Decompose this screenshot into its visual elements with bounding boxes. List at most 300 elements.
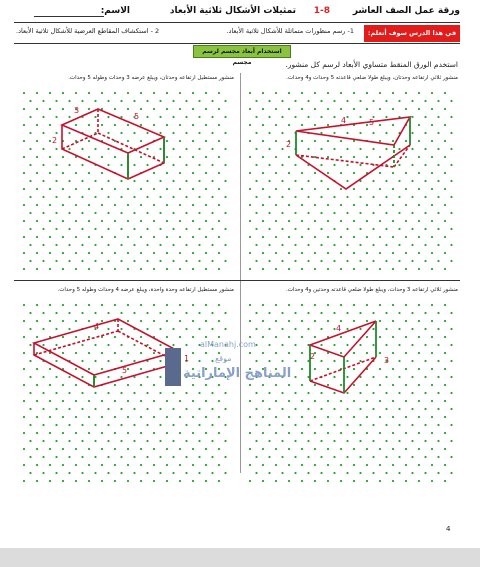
grid-dot [211,132,213,134]
grid-dot [218,480,220,482]
grid-dot [366,108,368,110]
grid-dot [36,336,38,338]
grid-dot [424,408,426,410]
grid-dot [159,100,161,102]
grid-dot [437,100,439,102]
grid-dot [88,220,90,222]
grid-dot [107,376,109,378]
grid-dot [211,180,213,182]
grid-dot [281,228,283,230]
grid-dot [81,424,83,426]
grid-dot [68,472,70,474]
grid-dot [29,408,31,410]
grid-dot [418,336,420,338]
grid-dot [94,440,96,442]
grid-dot [450,180,452,182]
grid-dot [314,400,316,402]
grid-dot [218,464,220,466]
grid-dot [262,464,264,466]
grid-dot [75,268,77,270]
grid-dot [120,116,122,118]
grid-dot [211,228,213,230]
grid-dot [140,336,142,338]
grid-dot [327,108,329,110]
grid-dot [55,312,57,314]
grid-dot [211,328,213,330]
grid-dot [353,220,355,222]
grid-dot [327,188,329,190]
grid-dot [153,320,155,322]
grid-dot [450,456,452,458]
grid-dot [333,244,335,246]
grid-dot [379,220,381,222]
grid-dot [275,156,277,158]
grid-dot [450,360,452,362]
grid-dot [418,172,420,174]
grid-dot [75,172,77,174]
grid-dot [353,304,355,306]
grid-dot [275,140,277,142]
grid-dot [288,464,290,466]
grid-dot [411,132,413,134]
grid-dot [55,472,57,474]
grid-dot [450,392,452,394]
grid-dot [153,108,155,110]
grid-dot [392,400,394,402]
grid-dot [424,132,426,134]
grid-dot [55,244,57,246]
grid-dot [288,268,290,270]
grid-dot [49,320,51,322]
grid-dot [379,108,381,110]
grid-dot [255,116,257,118]
grid-dot [159,424,161,426]
grid-dot [275,188,277,190]
grid-dot [262,124,264,126]
grid-dot [327,368,329,370]
grid-dot [36,368,38,370]
grid-dot [172,312,174,314]
grid-dot [359,196,361,198]
grid-dot [198,100,200,102]
grid-dot [346,228,348,230]
grid-dot [107,244,109,246]
grid-dot [192,416,194,418]
grid-dot [218,172,220,174]
grid-dot [301,252,303,254]
grid-dot [127,416,129,418]
watermark-line1: موقع [215,354,232,363]
grid-dot [431,140,433,142]
grid-dot [159,360,161,362]
grid-dot [211,196,213,198]
grid-dot [288,448,290,450]
grid-dot [75,368,77,370]
grid-dot [172,440,174,442]
grid-dot [255,408,257,410]
grid-dot [179,416,181,418]
grid-dot [42,456,44,458]
grid-dot [392,140,394,142]
grid-dot [437,376,439,378]
grid-dot [205,204,207,206]
grid-dot [224,132,226,134]
grid-dot [262,432,264,434]
grid-dot [101,320,103,322]
grid-dot [281,116,283,118]
grid-dot [127,220,129,222]
grid-dot [359,440,361,442]
grid-dot [424,148,426,150]
grid-dot [411,392,413,394]
grid-dot [114,156,116,158]
grid-dot [185,244,187,246]
grid-dot [185,328,187,330]
grid-dot [172,212,174,214]
grid-dot [418,108,420,110]
grid-dot [107,148,109,150]
grid-dot [262,156,264,158]
edge-label: 4 [336,324,342,333]
grid-dot [398,212,400,214]
grid-dot [198,132,200,134]
grid-dot [81,164,83,166]
grid-dot [218,268,220,270]
grid-dot [450,212,452,214]
grid-dot [418,304,420,306]
grid-dot [379,384,381,386]
grid-dot [140,352,142,354]
grid-dot [340,320,342,322]
grid-dot [146,228,148,230]
grid-dot [327,236,329,238]
grid-dot [42,312,44,314]
grid-dot [62,416,64,418]
grid-dot [340,204,342,206]
grid-dot [107,196,109,198]
grid-dot [320,392,322,394]
grid-dot [107,312,109,314]
grid-dot [23,220,25,222]
grid-dot [42,164,44,166]
grid-dot [353,416,355,418]
grid-dot [211,164,213,166]
grid-dot [359,312,361,314]
grid-dot [140,480,142,482]
grid-dot [346,180,348,182]
grid-dot [249,156,251,158]
grid-dot [288,172,290,174]
grid-dot [411,212,413,214]
grid-dot [94,312,96,314]
grid-dot [114,252,116,254]
grid-dot [288,320,290,322]
grid-dot [55,328,57,330]
grid-dot [314,124,316,126]
grid-dot [437,228,439,230]
grid-dot [340,172,342,174]
grid-dot [392,252,394,254]
grid-dot [36,432,38,434]
grid-dot [359,244,361,246]
grid-dot [107,132,109,134]
grid-dot [88,480,90,482]
grid-dot [153,124,155,126]
grid-dot [192,252,194,254]
grid-dot [140,268,142,270]
grid-dot [107,472,109,474]
grid-dot [192,236,194,238]
grid-dot [353,172,355,174]
grid-dot [49,480,51,482]
grid-dot [205,252,207,254]
grid-dot [218,156,220,158]
grid-dot [346,100,348,102]
grid-dot [405,188,407,190]
grid-dot [405,156,407,158]
grid-dot [385,424,387,426]
grid-dot [405,172,407,174]
grid-dot [49,400,51,402]
grid-dot [320,164,322,166]
grid-dot [294,408,296,410]
grid-dot [431,336,433,338]
grid-dot [88,320,90,322]
grid-dot [405,464,407,466]
grid-dot [185,148,187,150]
grid-dot [268,180,270,182]
grid-dot [275,304,277,306]
grid-dot [281,260,283,262]
grid-dot [444,188,446,190]
edge-label: 5 [369,118,375,127]
grid-dot [275,480,277,482]
grid-dot [444,416,446,418]
grid-dot [392,220,394,222]
grid-dot [68,328,70,330]
grid-dot [418,236,420,238]
grid-dot [49,172,51,174]
grid-dot [346,328,348,330]
grid-dot [333,132,335,134]
grid-dot [55,116,57,118]
grid-dot [127,92,129,94]
grid-dot [288,416,290,418]
grid-dot [88,252,90,254]
grid-dot [94,456,96,458]
grid-dot [127,188,129,190]
grid-dot [372,472,374,474]
grid-dot [301,320,303,322]
grid-dot [301,464,303,466]
grid-dot [294,440,296,442]
grid-dot [36,140,38,142]
grid-dot [62,108,64,110]
grid-dot [68,116,70,118]
grid-dot [268,424,270,426]
grid-dot [431,172,433,174]
grid-dot [249,480,251,482]
grid-dot [249,416,251,418]
grid-dot [431,204,433,206]
grid-dot [88,236,90,238]
grid-dot [68,148,70,150]
grid-dot [29,132,31,134]
grid-dot [42,148,44,150]
grid-dot [366,236,368,238]
grid-dot [307,100,309,102]
grid-dot [405,268,407,270]
grid-dot [262,140,264,142]
grid-dot [133,100,135,102]
grid-dot [372,132,374,134]
grid-dot [107,260,109,262]
grid-dot [379,448,381,450]
grid-dot [172,328,174,330]
grid-dot [192,124,194,126]
grid-dot [418,464,420,466]
grid-dot [114,92,116,94]
grid-dot [450,408,452,410]
grid-dot [398,164,400,166]
grid-dot [385,148,387,150]
grid-dot [114,448,116,450]
grid-dot [392,336,394,338]
grid-dot [88,268,90,270]
grid-dot [42,228,44,230]
grid-dot [340,352,342,354]
grid-dot [153,268,155,270]
grid-dot [294,180,296,182]
grid-dot [437,164,439,166]
grid-dot [62,448,64,450]
grid-dot [353,268,355,270]
grid-dot [211,116,213,118]
grid-dot [140,320,142,322]
grid-dot [88,172,90,174]
grid-dot [23,156,25,158]
grid-dot [262,304,264,306]
grid-divider-horizontal [14,280,460,281]
grid-dot [185,312,187,314]
grid-dot [418,220,420,222]
grid-dot [307,392,309,394]
grid-dot [62,464,64,466]
grid-dot [166,172,168,174]
grid-dot [392,464,394,466]
grid-dot [192,172,194,174]
grid-dot [36,92,38,94]
grid-dot [205,172,207,174]
grid-dot [255,312,257,314]
grid-dot [288,188,290,190]
grid-dot [366,220,368,222]
grid-dot [288,252,290,254]
grid-dot [81,360,83,362]
grid-dot [107,360,109,362]
grid-dot [120,328,122,330]
grid-dot [114,480,116,482]
grid-dot [353,368,355,370]
grid-dot [55,180,57,182]
grid-dot [55,164,57,166]
grid-dot [23,188,25,190]
grid-dot [320,228,322,230]
grid-dot [333,312,335,314]
grid-dot [94,228,96,230]
grid-dot [385,344,387,346]
grid-dot [385,116,387,118]
grid-dot [62,336,64,338]
grid-dot [405,432,407,434]
grid-dot [431,352,433,354]
triangular-prism-drawing [310,321,376,393]
grid-dot [255,328,257,330]
objective-item-2: 2 - استكشاف المقاطع العرضية للأشكال ثلاثية الأبعاد. [16,27,160,35]
grid-dot [88,188,90,190]
grid-dot [192,108,194,110]
grid-dot [146,328,148,330]
grid-dot [249,124,251,126]
grid-dot [49,204,51,206]
grid-dot [127,352,129,354]
grid-dot [166,156,168,158]
grid-dot [301,432,303,434]
grid-dot [120,244,122,246]
grid-dot [333,376,335,378]
grid-dot [211,408,213,410]
grid-dot [424,244,426,246]
grid-dot [218,432,220,434]
grid-dot [36,480,38,482]
grid-dot [146,148,148,150]
grid-dot [437,440,439,442]
exercise-1 [244,75,460,275]
grid-dot [185,260,187,262]
grid-dot [249,432,251,434]
grid-dot [107,392,109,394]
grid-dot [36,448,38,450]
grid-dot [444,140,446,142]
grid-dot [159,344,161,346]
grid-dot [133,312,135,314]
grid-dot [424,344,426,346]
grid-dot [392,304,394,306]
grid-dot [327,432,329,434]
grid-dot [424,440,426,442]
grid-dot [320,328,322,330]
grid-dot [205,140,207,142]
grid-dot [36,320,38,322]
grid-dot [153,464,155,466]
grid-dot [255,180,257,182]
grid-dot [405,204,407,206]
grid-dot [36,124,38,126]
grid-dot [29,472,31,474]
grid-dot [23,140,25,142]
grid-dot [450,472,452,474]
grid-dot [211,424,213,426]
grid-dot [288,108,290,110]
grid-dot [42,392,44,394]
grid-dot [294,100,296,102]
grid-dot [307,408,309,410]
grid-dot [166,92,168,94]
grid-dot [444,204,446,206]
grid-dot [418,140,420,142]
grid-dot [314,236,316,238]
grid-dot [166,236,168,238]
